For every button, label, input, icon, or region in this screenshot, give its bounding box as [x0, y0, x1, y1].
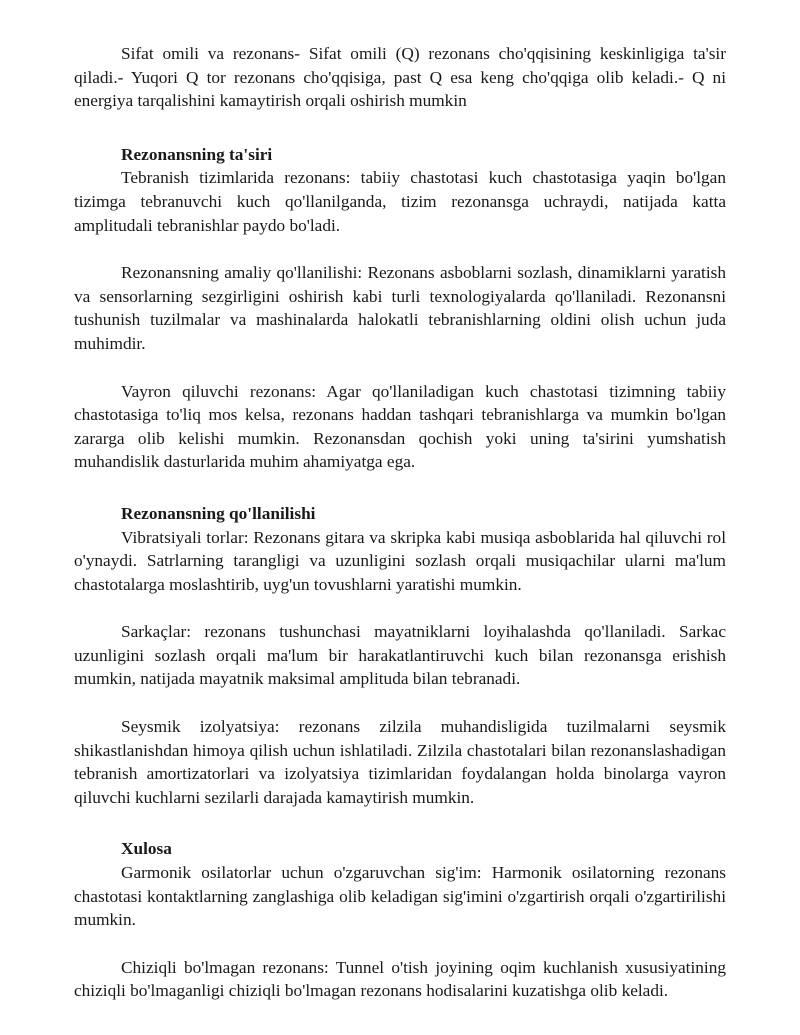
paragraph-destructive-resonance: Vayron qiluvchi rezonans: Agar qo'llaniladigan kuch chastotasi tizimning tabiiy chastotasiga to'liq mos kelsa, rezonans haddan tashqari tebranishlarga va mumkin bo'lgan zararga olib kelishi mumkin. Rezonansdan qochish yoki uning ta'sirini yumshatish muhandislik dasturlarida muhim ahamiyatga ega. [74, 381, 726, 472]
section-heading-effect: Rezonansning ta'siri [121, 144, 273, 164]
paragraph-variable-capacitance: Garmonik osilatorlar uchun o'zgaruvchan sig'im: Harmonik osilatorning rezonans chastotasi kontaktlarning zanglashiga olib keladigan sig'imini o'zgartirish orqali o'zgartirilishi mumkin. [74, 863, 726, 930]
document-page [74, 42, 726, 1003]
section-heading-applications: Rezonansning qo'llanilishi [121, 503, 316, 523]
paragraph-practical-applications: Rezonansning amaliy qo'llanilishi: Rezonans asboblarni sozlash, dinamiklarni yaratish va sensorlarning sezgirligini oshirish kabi turli texnologiyalarda qo'llaniladi. Rezonansni tushunish tuzilmalar va mashinalarda halokatli tebranishlarning oldini olish uchun juda muhimdir. [74, 263, 726, 353]
paragraph-pendulums: Sarkaçlar: rezonans tushunchasi mayatniklarni loyihalashda qo'llaniladi. Sarkac uzunligini sozlash orqali ma'lum bir harakatlantiruvchi kuch bilan rezonansga erishish mumkin, natijada mayatnik maksimal amplituda bilan tebranadi. [74, 622, 726, 689]
paragraph-seismic-isolation: Seysmik izolyatsiya: rezonans zilzila muhandisligida tuzilmalarni seysmik shikastlanishdan himoya qilish uchun ishlatiladi. Zilzila chastotalari bilan rezonanslashadigan tebranish amortizatorlari va izolyatsiya tizimlaridan foydalangan holda binolarga vayron qiluvchi kuchlarni sezilarli darajada kamaytirish mumkin. [74, 717, 726, 807]
section-heading-conclusion: Xulosa [121, 839, 172, 859]
intro-paragraph: Sifat omili va rezonans- Sifat omili (Q) rezonans cho'qqisining keskinligiga ta'sir qiladi.- Yuqori Q tor rezonans cho'qqisiga, past Q esa keng cho'qqiga olib keladi.- Q ni energiya tarqalishini kamaytirish orqali oshirish mumkin [74, 44, 726, 111]
paragraph-nonlinear-resonance: Chiziqli bo'lmagan rezonans: Tunnel o'tish joyining oqim kuchlanish xususiyatining chiziqli bo'lmaganligi chiziqli bo'lmagan rezonans hodisalarini kuzatishga olib keladi. [74, 957, 726, 1001]
paragraph-vibration-systems: Tebranish tizimlarida rezonans: tabiiy chastotasi kuch chastotasiga yaqin bo'lgan tizimga tebranuvchi kuch qo'llanilganda, tizim rezonansga uchraydi, natijada katta amplitudali tebranishlar paydo bo'ladi. [74, 168, 726, 235]
paragraph-vibrating-strings: Vibratsiyali torlar: Rezonans gitara va skripka kabi musiqa asboblarida hal qiluvchi rol o'ynaydi. Satrlarning tarangligi va uzunligini sozlash orqali musiqachilar ularni ma'lum chastotalarga moslashtirib, uyg'un tovushlarni yaratishi mumkin. [74, 527, 726, 594]
